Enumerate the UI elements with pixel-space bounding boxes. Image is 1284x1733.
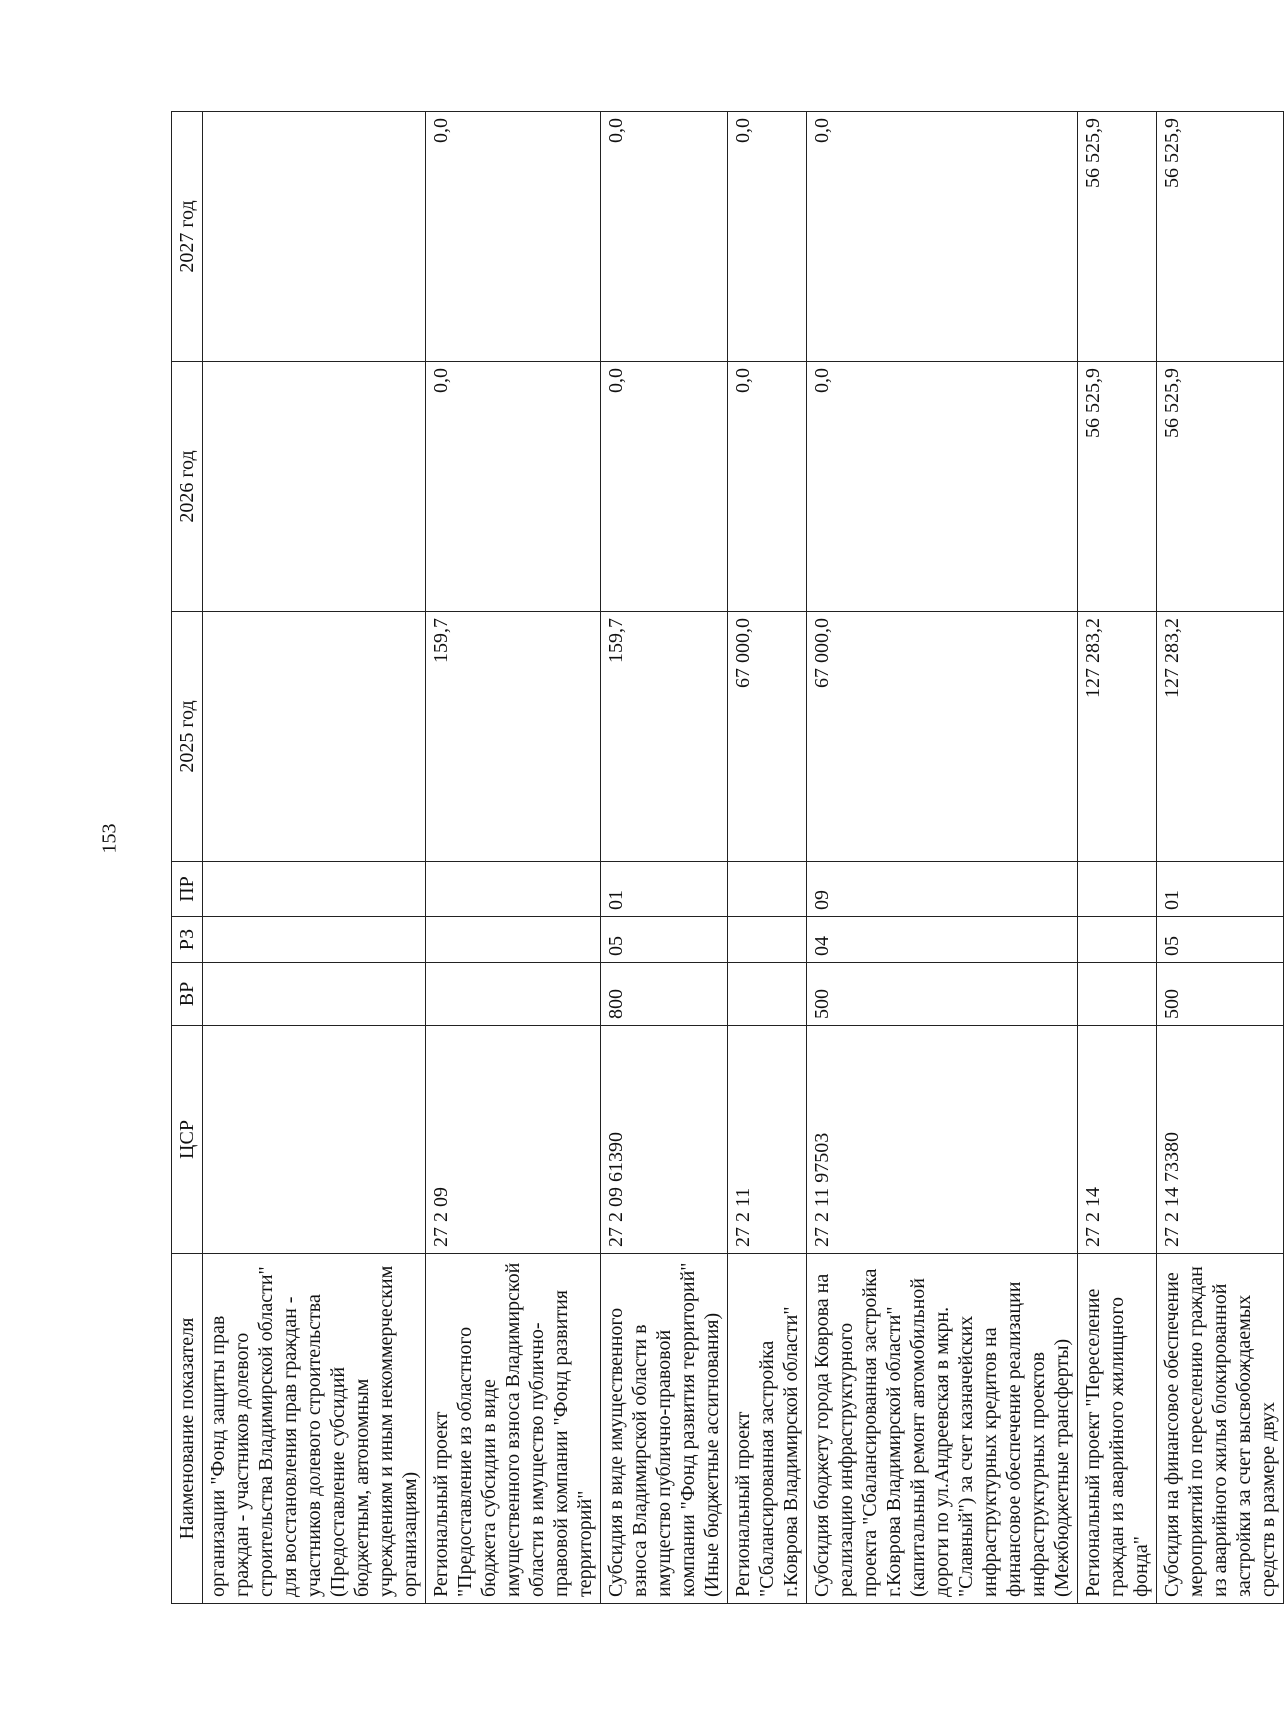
table-row bbox=[1078, 112, 1157, 1604]
table-row bbox=[728, 112, 807, 1604]
cell-2026: 56 525,9 bbox=[1157, 362, 1284, 612]
cell-2027: 0,0 bbox=[728, 112, 807, 362]
cell-rz bbox=[203, 917, 426, 963]
table-row bbox=[426, 112, 601, 1604]
header-name: Наименование показателя bbox=[172, 1254, 203, 1604]
cell-2027: 0,0 bbox=[807, 112, 1078, 362]
cell-vr: 500 bbox=[1157, 963, 1284, 1026]
cell-vr bbox=[203, 963, 426, 1026]
cell-2026: 0,0 bbox=[728, 362, 807, 612]
cell-vr bbox=[426, 963, 601, 1026]
cell-vr: 800 bbox=[601, 963, 728, 1026]
cell-name: Региональный проект "Сбалансированная застройка г.Коврова Владимирской области" bbox=[728, 1254, 807, 1604]
table-header-row bbox=[172, 112, 203, 1604]
cell-pr bbox=[728, 862, 807, 917]
cell-rz bbox=[1078, 917, 1157, 963]
table-row bbox=[601, 112, 728, 1604]
cell-pr bbox=[203, 862, 426, 917]
rotated-page bbox=[171, 112, 1279, 1604]
header-rz: РЗ bbox=[172, 917, 203, 963]
header-vr: ВР bbox=[172, 963, 203, 1026]
table-row bbox=[807, 112, 1078, 1604]
cell-name: Субсидия бюджету города Коврова на реализацию инфраструктурного проекта "Сбалансированная застройка г.Коврова Владимирской области" (капитальный ремонт автомобильной дороги по ул.Андреевская в мкрн. "Славный") за счет казначейских инфраструктурных кредитов на финансовое обеспечение реализации инфраструктурных проектов (Межбюджетные трансферты) bbox=[807, 1254, 1078, 1604]
cell-2025: 127 283,2 bbox=[1078, 612, 1157, 862]
cell-vr bbox=[728, 963, 807, 1026]
cell-2026: 0,0 bbox=[601, 362, 728, 612]
page-number: 153 bbox=[98, 823, 121, 854]
cell-csr: 27 2 09 bbox=[426, 1026, 601, 1254]
cell-2025: 67 000,0 bbox=[807, 612, 1078, 862]
cell-csr: 27 2 14 bbox=[1078, 1026, 1157, 1254]
cell-pr bbox=[1078, 862, 1157, 917]
cell-2027: 0,0 bbox=[426, 112, 601, 362]
cell-vr: 500 bbox=[807, 963, 1078, 1026]
header-2026: 2026 год bbox=[172, 362, 203, 612]
cell-2025: 159,7 bbox=[601, 612, 728, 862]
table-row bbox=[1157, 112, 1284, 1604]
cell-rz: 04 bbox=[807, 917, 1078, 963]
cell-name: Региональный проект "Переселение граждан из аварийного жилищного фонда" bbox=[1078, 1254, 1157, 1604]
cell-2026: 56 525,9 bbox=[1078, 362, 1157, 612]
cell-pr: 01 bbox=[1157, 862, 1284, 917]
cell-name: Субсидия в виде имущественного взноса Владимирской области в имущество публично-правовой компании "Фонд развития территорий" (Иные бюджетные ассигнования) bbox=[601, 1254, 728, 1604]
cell-2025 bbox=[203, 612, 426, 862]
cell-csr: 27 2 14 73380 bbox=[1157, 1026, 1284, 1254]
budget-table bbox=[171, 111, 1284, 1604]
table-row bbox=[203, 112, 426, 1604]
cell-rz: 05 bbox=[601, 917, 728, 963]
header-2025: 2025 год bbox=[172, 612, 203, 862]
header-csr: ЦСР bbox=[172, 1026, 203, 1254]
cell-2025: 67 000,0 bbox=[728, 612, 807, 862]
cell-rz bbox=[426, 917, 601, 963]
cell-csr: 27 2 09 61390 bbox=[601, 1026, 728, 1254]
header-pr: ПР bbox=[172, 862, 203, 917]
cell-name: Региональный проект "Предоставление из областного бюджета субсидии в виде имущественного взноса Владимирской области в имущество публично-правовой компании "Фонд развития территорий" bbox=[426, 1254, 601, 1604]
cell-rz: 05 bbox=[1157, 917, 1284, 963]
cell-csr: 27 2 11 97503 bbox=[807, 1026, 1078, 1254]
cell-csr: 27 2 11 bbox=[728, 1026, 807, 1254]
cell-name: организации "Фонд защиты прав граждан - участников долевого строительства Владимирской области" для восстановления прав граждан - участников долевого строительства (Предоставление субсидий бюджетным, автономным учреждениям и иным некоммерческим организациям) bbox=[203, 1254, 426, 1604]
cell-vr bbox=[1078, 963, 1157, 1026]
cell-pr: 09 bbox=[807, 862, 1078, 917]
cell-csr bbox=[203, 1026, 426, 1254]
cell-2025: 127 283,2 bbox=[1157, 612, 1284, 862]
cell-2027: 56 525,9 bbox=[1157, 112, 1284, 362]
header-2027: 2027 год bbox=[172, 112, 203, 362]
cell-2027 bbox=[203, 112, 426, 362]
cell-2027: 0,0 bbox=[601, 112, 728, 362]
cell-pr: 01 bbox=[601, 862, 728, 917]
cell-rz bbox=[728, 917, 807, 963]
cell-pr bbox=[426, 862, 601, 917]
cell-2026: 0,0 bbox=[807, 362, 1078, 612]
cell-2027: 56 525,9 bbox=[1078, 112, 1157, 362]
cell-name: Субсидия на финансовое обеспечение мероприятий по переселению граждан из аварийного жилья блокированной застройки за счет высвобождаемых средств в размере двух bbox=[1157, 1254, 1284, 1604]
cell-2026 bbox=[203, 362, 426, 612]
cell-2026: 0,0 bbox=[426, 362, 601, 612]
cell-2025: 159,7 bbox=[426, 612, 601, 862]
